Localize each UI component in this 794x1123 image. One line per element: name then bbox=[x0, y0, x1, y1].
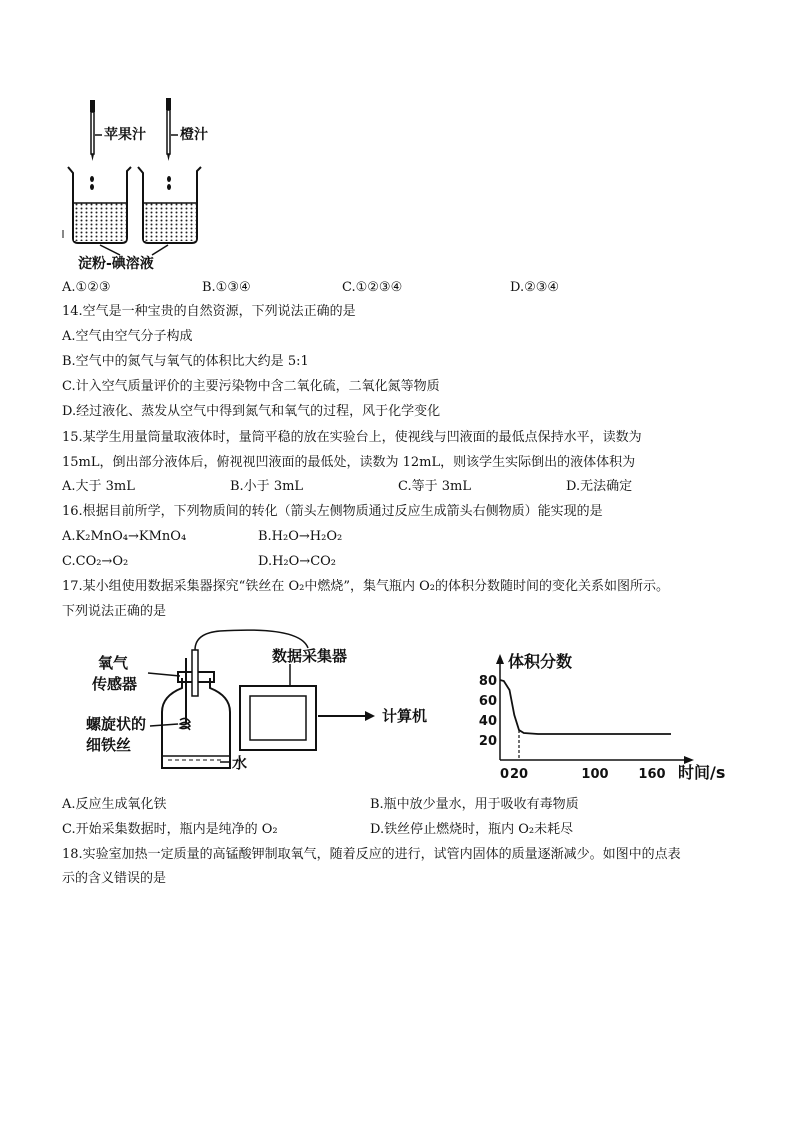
beaker-left bbox=[68, 167, 131, 243]
q14-option-d: D.经过液化、蒸发从空气中得到氮气和氧气的过程，风于化学变化 bbox=[62, 404, 441, 419]
y-tick-label: 60 bbox=[478, 694, 497, 709]
starch-iodine-label: 淀粉-碘溶液 bbox=[78, 256, 154, 272]
orange-juice-label: 橙汁 bbox=[180, 127, 208, 143]
q16-option-a: A.K₂MnO₄→KMnO₄ bbox=[62, 529, 187, 544]
q15-option-d: D.无法确定 bbox=[566, 479, 633, 494]
q17-option-d: D.铁丝停止燃烧时，瓶内 O₂未耗尽 bbox=[370, 822, 574, 837]
juice-iodine-figure bbox=[60, 95, 220, 275]
q14-option-c: C.计入空气质量评价的主要污染物中含二氧化硫，二氧化氮等物质 bbox=[62, 379, 440, 394]
oxygen-label: 氧气 bbox=[98, 654, 129, 672]
q15-option-c: C.等于 3mL bbox=[398, 479, 471, 494]
y-tick-label: 40 bbox=[478, 714, 497, 729]
x-tick-label: 0 bbox=[500, 767, 510, 782]
x-axis-label: 时间/s bbox=[678, 763, 726, 782]
q13-option-d: D.②③④ bbox=[510, 280, 560, 295]
q17-stem-line2: 下列说法正确的是 bbox=[62, 604, 167, 619]
spiral-label: 螺旋状的 bbox=[86, 715, 147, 733]
oxygen-sensor-apparatus bbox=[60, 628, 460, 783]
q17-option-c: C.开始采集数据时，瓶内是纯净的 O₂ bbox=[62, 822, 278, 837]
y-tick-label: 80 bbox=[478, 674, 497, 689]
oxygen-volume-chart bbox=[470, 640, 710, 785]
q16-stem: 16.根据目前所学，下列物质间的转化（箭头左侧物质通过反应生成箭头右侧物质）能实现的是 bbox=[62, 504, 603, 519]
q16-option-b: B.H₂O→H₂O₂ bbox=[258, 529, 343, 544]
q14-stem: 14.空气是一种宝贵的自然资源，下列说法正确的是 bbox=[62, 304, 356, 319]
q13-option-b: B.①③④ bbox=[202, 280, 251, 295]
y-tick-label: 20 bbox=[478, 734, 497, 749]
sensor-label: 传感器 bbox=[92, 675, 138, 693]
q15-option-b: B.小于 3mL bbox=[230, 479, 304, 494]
q17-stem-line1: 17.某小组使用数据采集器探究“铁丝在 O₂中燃烧”，集气瓶内 O₂的体积分数随时间的变化关系如图所示。 bbox=[62, 579, 669, 594]
apple-juice-label: 苹果汁 bbox=[104, 127, 146, 143]
iron-wire-label: 细铁丝 bbox=[86, 736, 132, 754]
x-tick-label: 100 bbox=[581, 767, 609, 782]
q17-option-a: A.反应生成氧化铁 bbox=[62, 797, 167, 812]
q15-stem-line1: 15.某学生用量筒量取液体时，量筒平稳的放在实验台上，使视线与凹液面的最低点保持水平，读数为 bbox=[62, 430, 642, 445]
y-axis-label: 体积分数 bbox=[508, 652, 573, 671]
q18-stem-line1: 18.实验室加热一定质量的高锰酸钾制取氧气，随着反应的进行，试管内固体的质量逐渐减少。如图中的点表 bbox=[62, 847, 681, 862]
computer-label: 计算机 bbox=[382, 707, 428, 725]
collector-label: 数据采集器 bbox=[272, 647, 348, 665]
beaker-right bbox=[138, 167, 201, 243]
water-label: 水 bbox=[232, 754, 248, 772]
dropper-left bbox=[90, 100, 102, 161]
x-tick-label: 20 bbox=[509, 767, 529, 782]
q15-option-a: A.大于 3mL bbox=[62, 479, 135, 494]
series-line-0 bbox=[500, 680, 671, 734]
q16-option-c: C.CO₂→O₂ bbox=[62, 554, 129, 569]
q13-option-c: C.①②③④ bbox=[342, 280, 403, 295]
q14-option-a: A.空气由空气分子构成 bbox=[62, 329, 193, 344]
q15-stem-line2: 15mL，倒出部分液体后，俯视视凹液面的最低处，读数为 12mL，则该学生实际倒出的液体体积为 bbox=[62, 455, 636, 470]
q14-option-b: B.空气中的氮气与氧气的体积比大约是 5:1 bbox=[62, 354, 309, 369]
q13-option-a: A.①②③ bbox=[62, 280, 111, 295]
dropper-right bbox=[166, 98, 178, 161]
q16-option-d: D.H₂O→CO₂ bbox=[258, 554, 337, 569]
q18-stem-line2: 示的含义错误的是 bbox=[62, 871, 167, 886]
x-tick-label: 160 bbox=[638, 767, 666, 782]
q17-option-b: B.瓶中放少量水，用于吸收有毒物质 bbox=[370, 797, 579, 812]
